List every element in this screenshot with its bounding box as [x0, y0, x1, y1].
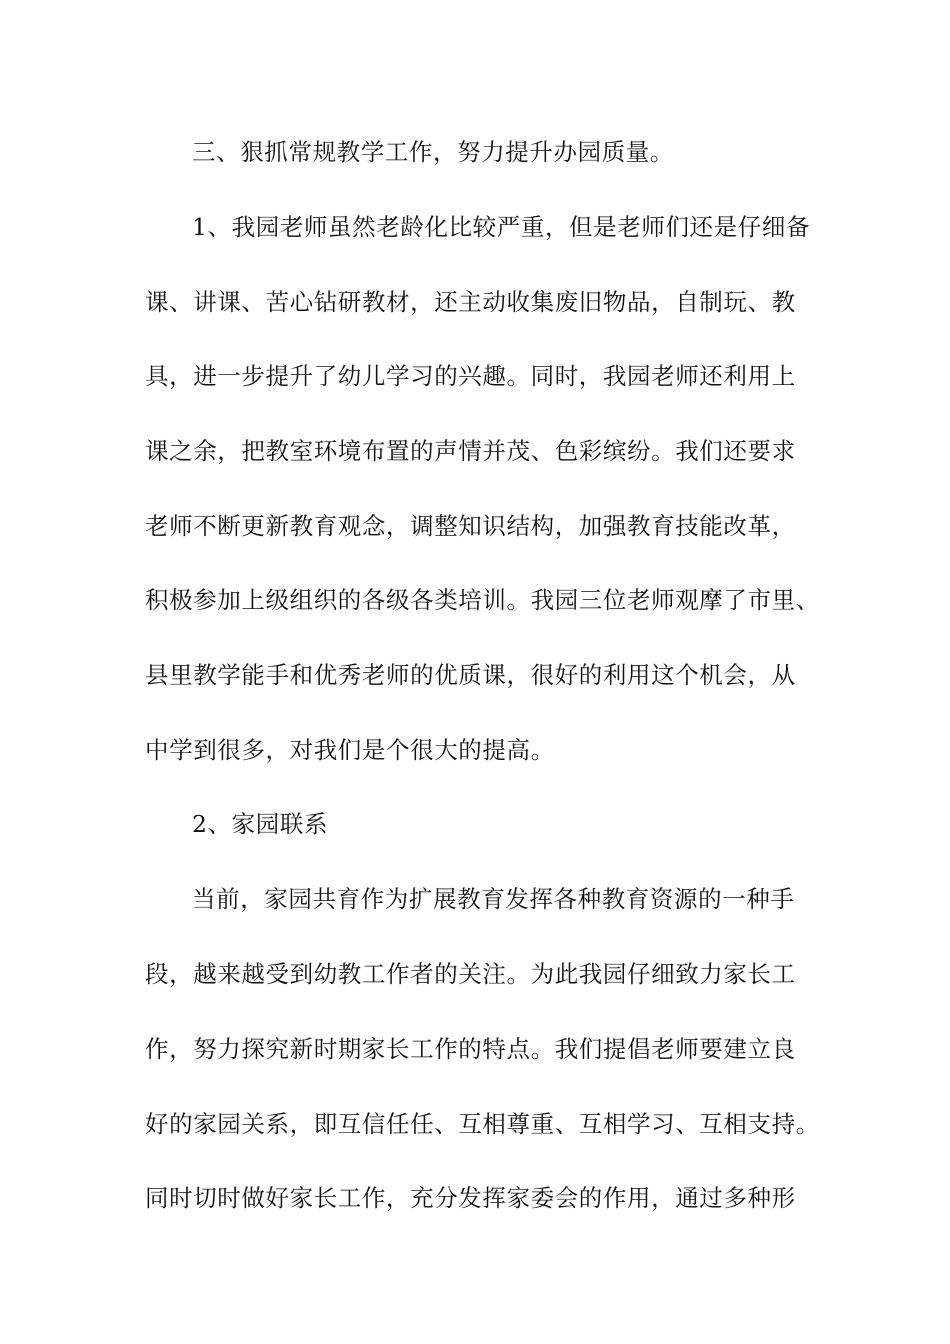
paragraph-line: 积极参加上级组织的各级各类培训。我园三位老师观摩了市里、 — [145, 586, 820, 614]
subsection-heading-2: 2、家园联系 — [192, 810, 329, 838]
paragraph-line: 具，进一步提升了幼儿学习的兴趣。同时，我园老师还利用上 — [145, 362, 796, 390]
paragraph-line: 课、讲课、苦心钻研教材，还主动收集废旧物品，自制玩、教 — [145, 288, 796, 316]
paragraph-line: 当前，家园共育作为扩展教育发挥各种教育资源的一种手 — [192, 885, 795, 913]
paragraph-line: 老师不断更新教育观念，调整知识结构，加强教育技能改革， — [145, 512, 796, 540]
paragraph-line: 段，越来越受到幼教工作者的关注。为此我园仔细致力家长工 — [145, 960, 796, 988]
paragraph-line: 1、我园老师虽然老龄化比较严重，但是老师们还是仔细备 — [192, 213, 811, 241]
paragraph-line: 县里教学能手和优秀老师的优质课，很好的利用这个机会，从 — [145, 661, 796, 689]
section-heading-3: 三、狠抓常规教学工作，努力提升办园质量。 — [192, 138, 674, 166]
paragraph-line: 课之余，把教室环境布置的声情并茂、色彩缤纷。我们还要求 — [145, 437, 796, 465]
paragraph-line: 作，努力探究新时期家长工作的特点。我们提倡老师要建立良 — [145, 1035, 796, 1063]
paragraph-line: 中学到很多，对我们是个很大的提高。 — [145, 736, 555, 764]
paragraph-line: 好的家园关系，即互信任任、互相尊重、互相学习、互相支持。 — [145, 1110, 820, 1138]
paragraph-line: 同时切时做好家长工作，充分发挥家委会的作用，通过多种形 — [145, 1184, 796, 1212]
